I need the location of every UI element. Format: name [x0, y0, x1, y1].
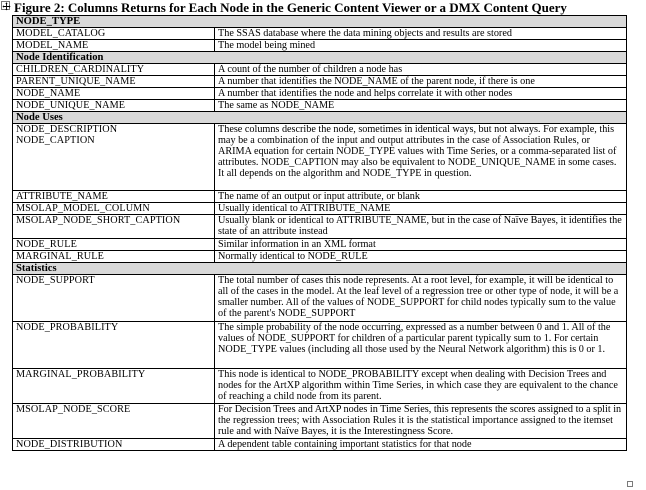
description-cell: Usually blank or identical to ATTRIBUTE_NAME, but in the case of Naïve Bayes, it identifies the state of an attribute instead [215, 215, 627, 239]
figure-title: Figure 2: Columns Returns for Each Node in the Generic Content Viewer or a DMX Content Query [14, 0, 567, 15]
column-name-cell: MARGINAL_RULE [13, 251, 215, 263]
column-name-cell: CHILDREN_CARDINALITY [13, 64, 215, 76]
table-row [13, 64, 627, 76]
section-heading: NODE_TYPE [13, 16, 627, 28]
column-name-cell: MSOLAP_NODE_SCORE [13, 404, 215, 439]
column-name-cell: NODE_PROBABILITY [13, 322, 215, 369]
column-name-cell: NODE_DISTRIBUTION [13, 439, 215, 451]
table-row [13, 404, 627, 439]
column-name-cell: MODEL_NAME [13, 40, 215, 52]
table-row [13, 124, 627, 191]
description-cell: Similar information in an XML format [215, 239, 627, 251]
table-row [13, 76, 627, 88]
column-name-cell: NODE_UNIQUE_NAME [13, 100, 215, 112]
section-header-row [13, 52, 627, 64]
column-name-cell: MARGINAL_PROBABILITY [13, 369, 215, 404]
description-cell: For Decision Trees and ArtXP nodes in Time Series, this represents the scores assigned to a split in the regression trees; with Association Rules it is the statistical importance assigned to the itemset rule and with Naïve Bayes, it is the Interestingness Score. [215, 404, 627, 439]
section-heading: Statistics [13, 263, 627, 275]
description-cell: A dependent table containing important statistics for that node [215, 439, 627, 451]
column-name-cell: NODE_RULE [13, 239, 215, 251]
table-row [13, 40, 627, 52]
table-row [13, 203, 627, 215]
description-cell: The total number of cases this node represents. At a root level, for example, it will be identical to all of the cases in the model. At the leaf level of a regression tree or other type of node, it will be a smaller number. All of the values of NODE_SUPPORT for child nodes typically sum to the value of the parent's NODE_SUPPORT [215, 275, 627, 322]
description-cell: The simple probability of the node occurring, expressed as a number between 0 and 1. All of the values of NODE_SUPPORT for children of a particular parent typically sum to 1. For certain NODE_TYPE values (including all those used by the Neural Network algorithm) this is 0 or 1. [215, 322, 627, 369]
table-row [13, 251, 627, 263]
section-header-row [13, 16, 627, 28]
table-row [13, 100, 627, 112]
description-cell: Normally identical to NODE_RULE [215, 251, 627, 263]
column-name-cell: ATTRIBUTE_NAME [13, 191, 215, 203]
column-name-cell: NODE_DESCRIPTION NODE_CAPTION [13, 124, 215, 191]
column-name-cell: NODE_NAME [13, 88, 215, 100]
table-row [13, 215, 627, 239]
columns-table [12, 15, 627, 451]
table-row [13, 369, 627, 404]
table-row [13, 322, 627, 369]
table-row [13, 439, 627, 451]
table-row [13, 275, 627, 322]
column-name-cell: MSOLAP_NODE_SHORT_CAPTION [13, 215, 215, 239]
description-cell: The name of an output or input attribute, or blank [215, 191, 627, 203]
move-handle-icon[interactable] [1, 1, 10, 10]
resize-handle-icon[interactable] [627, 481, 633, 487]
section-header-row [13, 263, 627, 275]
description-cell: A count of the number of children a node has [215, 64, 627, 76]
description-cell: The model being mined [215, 40, 627, 52]
column-name-cell: PARENT_UNIQUE_NAME [13, 76, 215, 88]
description-cell: The SSAS database where the data mining objects and results are stored [215, 28, 627, 40]
column-name-cell: NODE_SUPPORT [13, 275, 215, 322]
section-header-row [13, 112, 627, 124]
table-row [13, 191, 627, 203]
table-row [13, 239, 627, 251]
description-cell: These columns describe the node, sometimes in identical ways, but not always. For example, this may be a combination of the input and output attributes in the case of Association Rules, or ARIMA equation for certain NODE_TYPE values with Time Series, or a comma-separated list of attributes. NODE_CAPTION may also be equivalent to NODE_UNIQUE_NAME in some cases. It all depends on the algorithm and NODE_TYPE in question. [215, 124, 627, 191]
description-cell: The same as NODE_NAME [215, 100, 627, 112]
table-row [13, 28, 627, 40]
description-cell: A number that identifies the node and helps correlate it with other nodes [215, 88, 627, 100]
description-cell: This node is identical to NODE_PROBABILITY except when dealing with Decision Trees and nodes for the ArtXP algorithm within Time Series, in which case they are equivalent to the chance of reaching a child node from its parent. [215, 369, 627, 404]
column-name-cell: MODEL_CATALOG [13, 28, 215, 40]
column-name-cell: MSOLAP_MODEL_COLUMN [13, 203, 215, 215]
table-row [13, 88, 627, 100]
section-heading: Node Identification [13, 52, 627, 64]
description-cell: A number that identifies the NODE_NAME of the parent node, if there is one [215, 76, 627, 88]
section-heading: Node Uses [13, 112, 627, 124]
description-cell: Usually identical to ATTRIBUTE_NAME [215, 203, 627, 215]
